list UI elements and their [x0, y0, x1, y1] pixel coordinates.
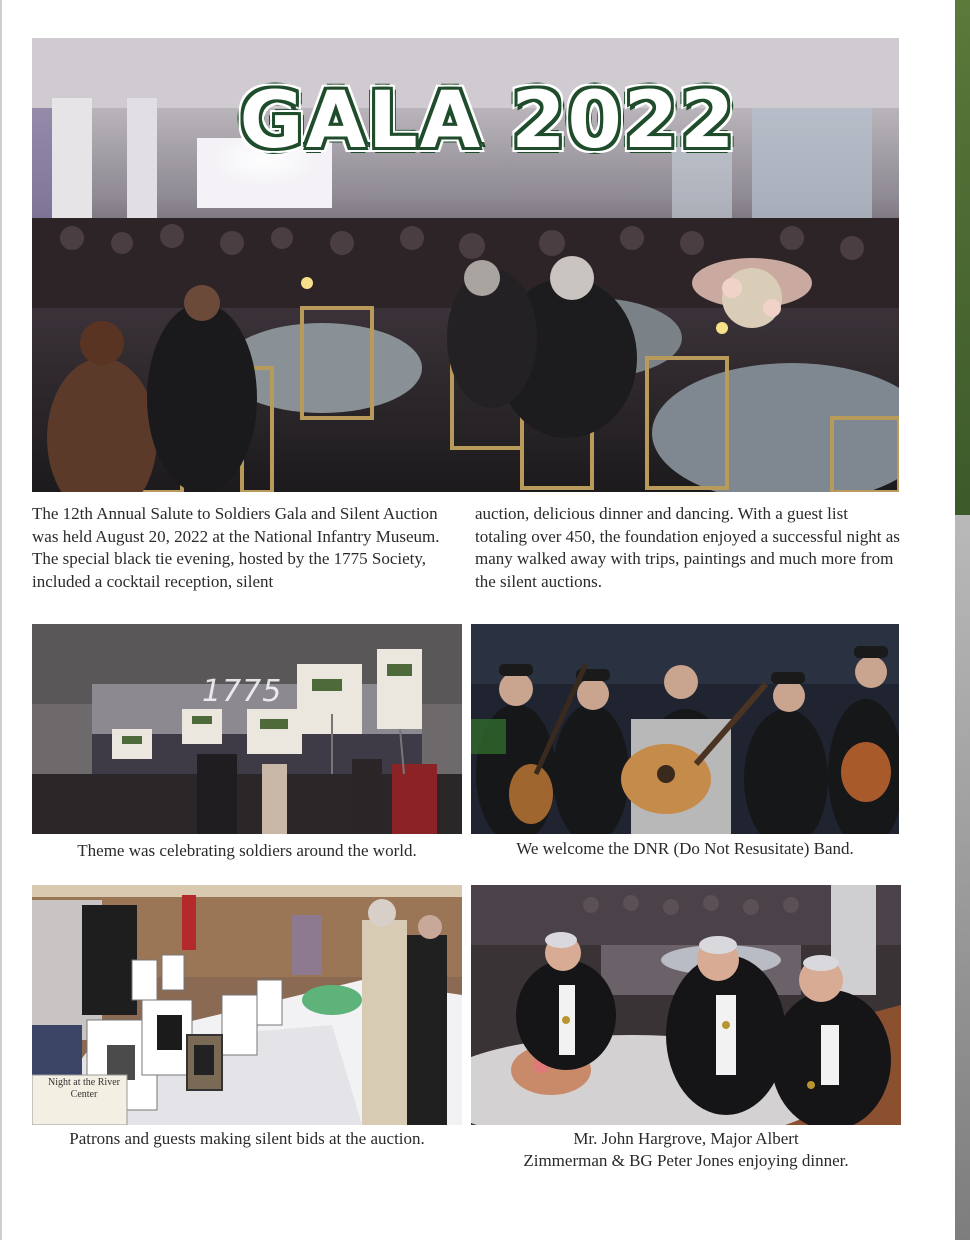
silent-auction-photo — [32, 885, 462, 1125]
intro-text-right: auction, delicious dinner and dancing. With a guest list totaling over 450, the foundation enjoyed a successful night as many walked away with trips, paintings and much more from the silent auctions. — [475, 504, 900, 591]
dinner-guests-photo — [471, 885, 901, 1125]
photo-card-text: Night at the River Center — [48, 1077, 120, 1100]
caption-dinner-line2: Zimmerman & BG Peter Jones enjoying dinner. — [523, 1151, 849, 1170]
photo-sign-text: 1775 — [202, 674, 283, 709]
adjacent-page-strip — [955, 0, 970, 1240]
caption-dinner-line1: Mr. John Hargrove, Major Albert — [573, 1129, 799, 1148]
caption-dinner — [471, 1128, 901, 1172]
page-left-rule — [0, 0, 2, 1240]
gala-ballroom-photo — [32, 38, 899, 492]
dnr-band-photo — [471, 624, 899, 834]
adjacent-page-grey — [955, 515, 970, 1240]
intro-text-left: The 12th Annual Salute to Soldiers Gala and Silent Auction was held August 20, 2022 at the National Infantry Museum. The special black tie evening, hosted by the 1775 Society, included a cocktail reception, silent — [32, 504, 440, 591]
page-title: GALA 2022 — [239, 76, 737, 166]
caption-auction: Patrons and guests making silent bids at the auction. — [69, 1129, 425, 1148]
adjacent-page-green — [955, 0, 970, 515]
theme-signs-photo — [32, 624, 462, 834]
caption-band: We welcome the DNR (Do Not Resusitate) Band. — [516, 839, 854, 858]
caption-theme: Theme was celebrating soldiers around the world. — [77, 841, 417, 860]
